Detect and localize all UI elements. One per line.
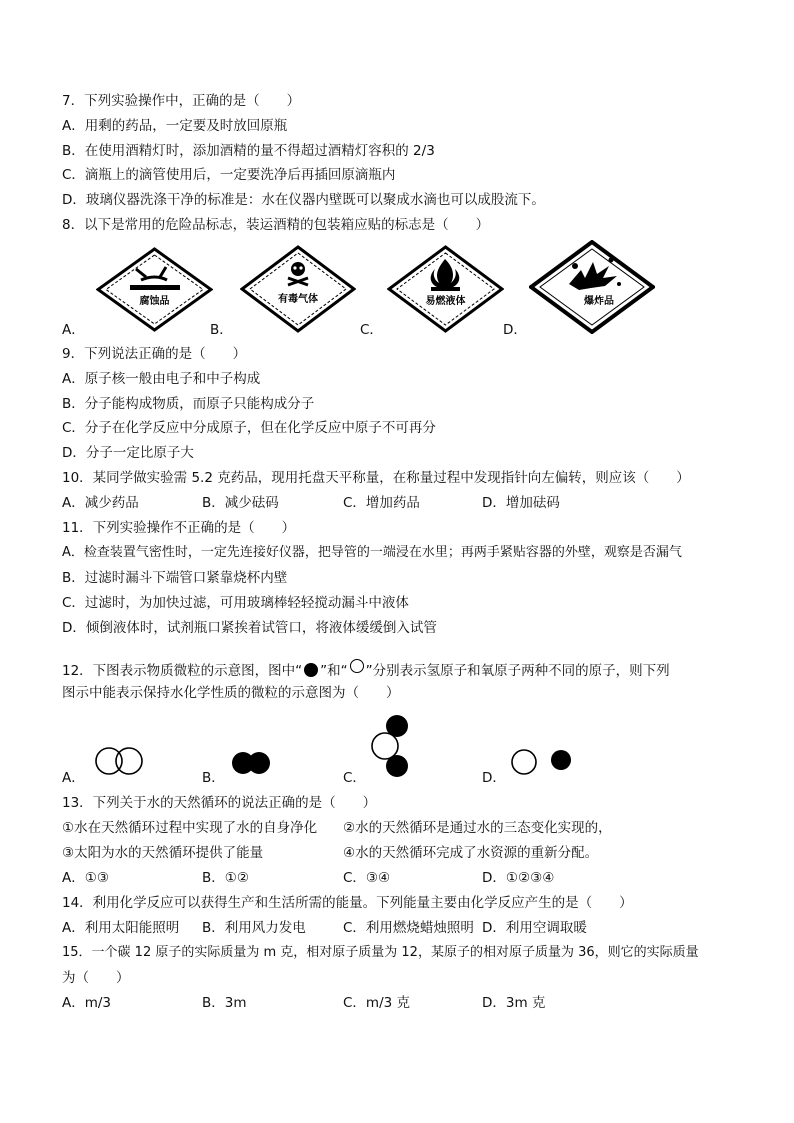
molecule-b-two-hydrogen — [231, 750, 273, 776]
q14-option-a: A．利用太阳能照明 — [62, 920, 180, 936]
molecule-c-water — [370, 714, 412, 778]
sign-c-label: 易燃液体 — [425, 296, 466, 307]
q13-option-d: D．①②③④ — [482, 870, 555, 886]
q8-option-b-letter: B． — [210, 322, 233, 338]
q15-stem-line2: 为（ ） — [62, 970, 130, 986]
q12-option-d-letter: D． — [482, 770, 506, 786]
q10-option-c: C．增加药品 — [343, 495, 420, 511]
q8-option-a-letter: A． — [62, 322, 85, 338]
q9-option-d: D．分子一定比原子大 — [62, 445, 194, 461]
q7-option-a: A．用剩的药品，一定要及时放回原瓶 — [62, 118, 288, 134]
sign-d-label: 爆炸品 — [584, 296, 614, 307]
sign-a-label: 腐蚀品 — [139, 296, 170, 307]
q12-stem-part1: 12．下图表示物质微粒的示意图，图中“ — [62, 663, 303, 679]
q7-option-b: B．在使用酒精灯时，添加酒精的量不得超过酒精灯容积的 2/3 — [62, 143, 435, 159]
q7-option-c: C．滴瓶上的滴管使用后，一定要洗净后再插回原滴瓶内 — [62, 167, 396, 183]
q13-option-a: A．①③ — [62, 870, 109, 886]
q10-stem: 10．某同学做实验需 5.2 克药品，现用托盘天平称量，在称量过程中发现指针向左偏转，则应该（ ） — [62, 470, 690, 486]
q13-statement-2: ②水的天然循环是通过水的三态变化实现的， — [343, 820, 612, 836]
toxic-gas-sign — [240, 245, 356, 333]
oxygen-atom-icon — [350, 659, 364, 673]
q12-option-b-letter: B． — [202, 770, 225, 786]
q14-option-c: C．利用燃烧蜡烛照明 — [343, 920, 474, 936]
q8-stem: 8．以下是常用的危险品标志，装运酒精的包装箱应贴的标志是（ ） — [62, 217, 490, 233]
q12-stem-part3: ”分别表示氢原子和氧原子两种不同的原子，则下列 — [365, 663, 670, 679]
explosive-sign — [529, 240, 655, 334]
q12-stem-part2: ”和“ — [320, 663, 348, 679]
q11-option-c: C．过滤时，为加快过滤，可用玻璃棒轻轻搅动漏斗中液体 — [62, 595, 409, 611]
q10-option-a: A．减少药品 — [62, 495, 139, 511]
q9-option-a: A．原子核一般由电子和中子构成 — [62, 371, 261, 387]
q12-option-c-letter: C． — [343, 770, 366, 786]
q11-option-d: D．倾倒液体时，试剂瓶口紧挨着试管口，将液体缓缓倒入试管 — [62, 620, 437, 636]
q9-stem: 9．下列说法正确的是（ ） — [62, 346, 247, 362]
q13-option-b: B．①② — [202, 870, 249, 886]
q12-stem-line2: 图示中能表示保持水化学性质的微粒的示意图为（ ） — [62, 685, 400, 701]
q14-option-b: B．利用风力发电 — [202, 920, 306, 936]
q15-option-a: A．m/3 — [62, 995, 112, 1011]
q15-option-c: C．m/3 克 — [343, 995, 411, 1011]
q11-option-b: B．过滤时漏斗下端管口紧靠烧杯内壁 — [62, 570, 288, 586]
q12-stem-line1 — [62, 659, 670, 680]
q7-stem: 7．下列实验操作中，正确的是（ ） — [62, 93, 301, 109]
q14-stem: 14．利用化学反应可以获得生产和生活所需的能量。下列能量主要由化学反应产生的是（ ） — [62, 895, 633, 911]
q13-stem: 13．下列关于水的天然循环的说法正确的是（ ） — [62, 795, 377, 811]
q15-option-d: D．3m 克 — [482, 995, 546, 1011]
q8-option-d-letter: D． — [503, 322, 527, 338]
corrosive-sign — [96, 247, 213, 332]
molecule-d-hydrogen-oxygen — [510, 747, 572, 777]
q13-statement-1: ①水在天然循环过程中实现了水的自身净化 — [62, 820, 318, 836]
q14-option-d: D．利用空调取暖 — [482, 920, 587, 936]
q8-option-c-letter: C． — [360, 322, 383, 338]
q12-option-a-letter: A． — [62, 770, 85, 786]
q10-option-d: D．增加砝码 — [482, 495, 560, 511]
q11-stem: 11．下列实验操作不正确的是（ ） — [62, 520, 296, 536]
q9-option-c: C．分子在化学反应中分成原子，但在化学反应中原子不可再分 — [62, 420, 436, 436]
q13-statement-3: ③太阳为水的天然循环提供了能量 — [62, 845, 264, 861]
q13-statement-4: ④水的天然循环完成了水资源的重新分配。 — [343, 845, 599, 861]
molecule-a-two-oxygen — [94, 746, 146, 776]
q10-option-b: B．减少砝码 — [202, 495, 279, 511]
q11-option-a: A．检查装置气密性时，一定先连接好仪器，把导管的一端浸在水里；再两手紧贴容器的外壁，观察是否漏气 — [62, 545, 682, 560]
hydrogen-atom-icon — [304, 663, 318, 677]
q15-stem: 15．一个碳 12 原子的实际质量为 m 克，相对原子质量为 12，某原子的相对原子质量为 36，则它的实际质量 — [62, 945, 699, 960]
q15-option-b: B．3m — [202, 995, 247, 1011]
flammable-liquid-sign — [387, 245, 504, 333]
sign-b-label: 有毒气体 — [278, 294, 318, 305]
q9-option-b: B．分子能构成物质，而原子只能构成分子 — [62, 396, 315, 412]
q7-option-d: D．玻璃仪器洗涤干净的标准是：水在仪器内壁既可以聚成水滴也可以成股流下。 — [62, 192, 545, 208]
q13-option-c: C．③④ — [343, 870, 391, 886]
